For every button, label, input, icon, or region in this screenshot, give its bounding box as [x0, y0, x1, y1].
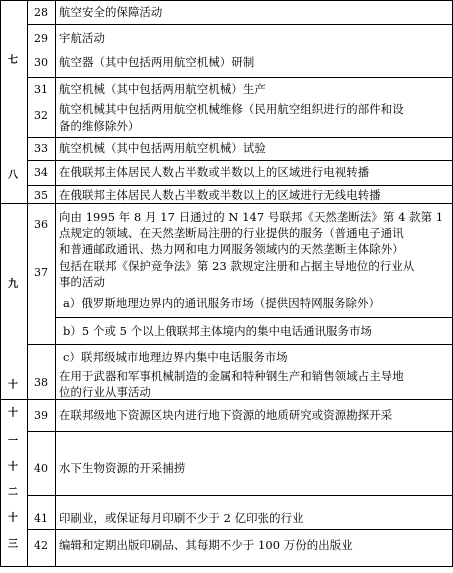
row-text: 航空机械（其中包括两用航空机械）生产	[59, 82, 266, 96]
row-text-line-1: 包括在联邦《保护竞争法》第 23 款规定注册和占据主导地位的行业从	[59, 259, 415, 273]
row-number: 28	[34, 6, 48, 19]
row-text: 航空安全的保障活动	[59, 5, 163, 19]
row-number: 29	[34, 32, 48, 45]
section-label-9: 九	[8, 279, 18, 290]
row-text-line-1: 向由 1995 年 8 月 17 日通过的 N 147 号联邦《天然垄断法》第 4 款第 1	[59, 210, 444, 224]
row-text-line-2: 位的行业从事活动	[59, 385, 151, 399]
subitem-c-text: c）联邦级城市地理边界内集中电话服务市场	[63, 350, 288, 364]
row-text-line-2: 点规定的领域、在天然垄断局注册的行业提供的服务（普通电子通讯	[59, 226, 404, 240]
row-number: 35	[34, 189, 48, 202]
section-label-10: 十	[8, 380, 18, 391]
row-number: 42	[34, 539, 48, 552]
row-number: 34	[34, 166, 48, 179]
row-text: 印刷业，或保证每月印刷不少于 2 亿印张的行业	[59, 511, 304, 525]
row-text: 宇航活动	[59, 31, 105, 45]
row-line	[27, 529, 453, 530]
row-line	[27, 185, 453, 186]
row-line	[27, 77, 453, 78]
section-label-11-top: 十	[8, 408, 18, 419]
table-bottom-border	[0, 566, 453, 567]
row-text: 水下生物资源的开采捕捞	[59, 461, 186, 475]
row-line	[27, 137, 453, 138]
section-label-11-bottom: 一	[8, 436, 18, 447]
row-line	[27, 495, 453, 496]
row-text-line-2: 事的活动	[59, 275, 105, 289]
row-text-line-2: 备的维修除外）	[59, 119, 140, 133]
row-text: 在联邦级地下资源区块内进行地下资源的地质研究或资源勘探开采	[59, 408, 393, 422]
number-column-border	[55, 0, 56, 567]
row-number: 32	[34, 109, 48, 122]
section-label-7: 七	[8, 55, 18, 66]
row-number: 37	[34, 266, 48, 279]
section-label-8: 八	[8, 170, 18, 181]
subitem-a-text: a）俄罗斯地理边界内的通讯服务市场（提供因特网服务除外）	[63, 296, 381, 310]
row-text-line-1: 在用于武器和军事机械制造的金属和特种钢生产和销售领域占主导地	[59, 369, 404, 383]
row-number: 31	[34, 83, 48, 96]
row-number: 36	[34, 218, 48, 231]
table-left-border	[0, 0, 1, 567]
table-top-border	[0, 0, 453, 1]
row-number: 40	[34, 462, 48, 475]
row-number: 30	[34, 56, 48, 69]
section-column-border	[27, 0, 28, 567]
row-text: 在俄联邦主体居民人数占半数或半数以上的区域进行无线电转播	[59, 188, 381, 202]
sub-row-line	[55, 317, 453, 318]
row-number: 39	[34, 409, 48, 422]
row-text: 编辑和定期出版印刷品、其每期不少于 100 万份的出版业	[59, 538, 353, 552]
section-label-12-bottom: 二	[8, 487, 18, 498]
row-line	[27, 431, 453, 432]
row-number: 33	[34, 142, 48, 155]
row-line	[27, 24, 453, 25]
row-text: 航空机械（其中包括两用航空机械）试验	[59, 141, 266, 155]
row-line	[27, 344, 453, 345]
row-text: 在俄联邦主体居民人数占半数或半数以上的区域进行电视转播	[59, 165, 370, 179]
row-number: 38	[34, 376, 48, 389]
row-text-line-3: 和普通邮政通讯、热力网和电力网服务领域内的天然垄断主体除外）	[59, 242, 404, 256]
subitem-b-text: b）5 个或 5 个以上俄联邦主体境内的集中电话通讯服务市场	[63, 324, 373, 338]
section-label-12-top: 十	[8, 462, 18, 473]
row-line	[27, 160, 453, 161]
section-label-13-bottom: 三	[8, 539, 18, 550]
row-number: 41	[34, 512, 48, 525]
row-text: 航空器（其中包括两用航空机械）研制	[59, 55, 255, 69]
row-text-line-1: 航空机械其中包括两用航空机械维修（民用航空组织进行的部件和设	[59, 102, 404, 116]
section-label-13-top: 十	[8, 513, 18, 524]
